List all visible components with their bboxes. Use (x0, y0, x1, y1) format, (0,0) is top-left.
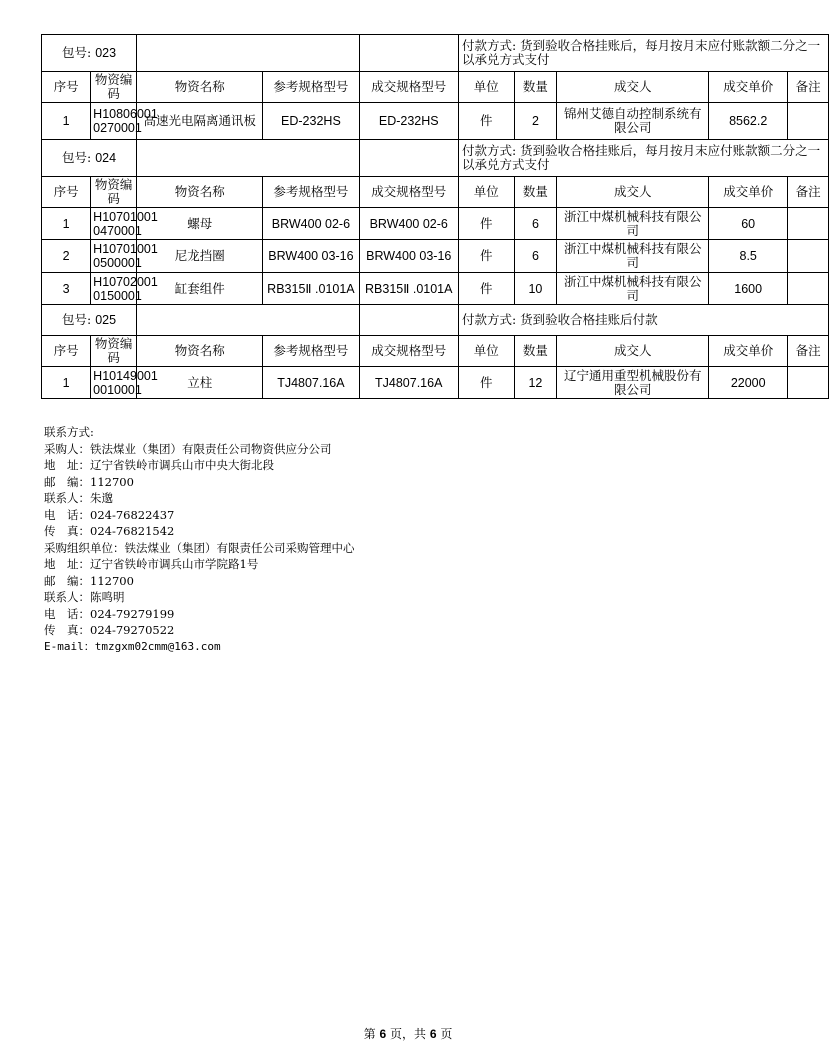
column-header: 物资名称 (137, 177, 263, 208)
cell-seq: 3 (42, 273, 91, 305)
cell-code: H10701001 0470001 (91, 208, 137, 240)
column-header: 数量 (514, 177, 557, 208)
cell-ref-model: BRW400 03-16 (263, 240, 359, 273)
contact-heading: 联系方式: (44, 425, 94, 439)
contact-line-email: E-mail：tmzgxm02cmm@163.com (44, 639, 221, 653)
column-header: 成交规格型号 (359, 72, 458, 103)
cell-unit: 件 (458, 273, 514, 305)
package-number-cell (42, 140, 137, 177)
cell-code: H10806001 0270001 (91, 103, 137, 140)
cell-unit: 件 (458, 103, 514, 140)
cell-name: 缸套组件 (137, 273, 263, 305)
award-table (41, 34, 829, 399)
contact-line-postcode-2: 邮 编：112700 (44, 573, 134, 588)
cell-code: H10702001 0150001 (91, 273, 137, 305)
footer-suffix: 页 (440, 1027, 453, 1041)
column-header: 成交规格型号 (359, 177, 458, 208)
column-header: 成交人 (557, 72, 709, 103)
package-number: 025 (95, 313, 117, 327)
empty-cell (359, 35, 458, 72)
cell-ref-model: BRW400 02-6 (263, 208, 359, 240)
cell-note (788, 273, 829, 305)
contact-line-address-2: 地 址：辽宁省铁岭市调兵山市学院路1号 (44, 557, 259, 571)
column-header: 物资名称 (137, 336, 263, 367)
contact-section (44, 424, 355, 655)
package-number-cell (42, 35, 137, 72)
cell-deal-model: BRW400 02-6 (359, 208, 458, 240)
cell-vendor: 浙江中煤机械科技有限公司 (557, 273, 709, 305)
cell-price: 60 (709, 208, 788, 240)
cell-seq: 2 (42, 240, 91, 273)
package-row (42, 35, 829, 72)
header-row (42, 336, 829, 367)
payment-terms: 付款方式: 货到验收合格挂账后，每月按月末应付账款额二分之一以承兑方式支付 (458, 35, 828, 72)
cell-qty: 10 (514, 273, 557, 305)
cell-price: 8.5 (709, 240, 788, 273)
contact-line-person: 联系人：朱邈 (44, 491, 113, 505)
contact-line-person-2: 联系人：陈鸣明 (44, 590, 125, 604)
cell-note (788, 240, 829, 273)
cell-note (788, 103, 829, 140)
contact-line-phone-2: 电 话：024-79279199 (44, 606, 175, 621)
header-row (42, 72, 829, 103)
cell-code: H10701001 0500001 (91, 240, 137, 273)
cell-qty: 6 (514, 208, 557, 240)
cell-vendor: 浙江中煤机械科技有限公司 (557, 208, 709, 240)
cell-unit: 件 (458, 367, 514, 399)
table-row (42, 240, 829, 273)
column-header: 物资编码 (91, 336, 137, 367)
package-label: 包号: (62, 150, 92, 165)
column-header: 参考规格型号 (263, 336, 359, 367)
cell-deal-model: BRW400 03-16 (359, 240, 458, 273)
cell-ref-model: ED-232HS (263, 103, 359, 140)
cell-deal-model: RB315Ⅱ .0101A (359, 273, 458, 305)
column-header: 成交人 (557, 177, 709, 208)
column-header: 参考规格型号 (263, 72, 359, 103)
package-number: 023 (95, 46, 117, 60)
column-header: 备注 (788, 177, 829, 208)
table-row (42, 208, 829, 240)
payment-terms: 付款方式: 货到验收合格挂账后，每月按月末应付账款额二分之一以承兑方式支付 (458, 140, 828, 177)
column-header: 物资编码 (91, 177, 137, 208)
cell-qty: 6 (514, 240, 557, 273)
table-row (42, 273, 829, 305)
cell-ref-model: RB315Ⅱ .0101A (263, 273, 359, 305)
empty-cell (137, 35, 359, 72)
cell-name: 尼龙挡圈 (137, 240, 263, 273)
column-header: 数量 (514, 336, 557, 367)
cell-seq: 1 (42, 103, 91, 140)
cell-price: 22000 (709, 367, 788, 399)
cell-deal-model: ED-232HS (359, 103, 458, 140)
cell-qty: 12 (514, 367, 557, 399)
cell-name: 立柱 (137, 367, 263, 399)
cell-note (788, 208, 829, 240)
contact-line-purchaser: 采购人：铁法煤业（集团）有限责任公司物资供应分公司 (44, 441, 332, 456)
column-header: 单位 (458, 72, 514, 103)
cell-code: H10149001 0010001 (91, 367, 137, 399)
empty-cell (137, 140, 359, 177)
cell-qty: 2 (514, 103, 557, 140)
package-row (42, 305, 829, 336)
column-header: 序号 (42, 72, 91, 103)
contact-line-phone: 电 话：024-76822437 (44, 507, 175, 522)
empty-cell (359, 140, 458, 177)
table-row (42, 367, 829, 399)
contact-line-address: 地 址：辽宁省铁岭市调兵山市中央大街北段 (44, 458, 274, 472)
cell-unit: 件 (458, 240, 514, 273)
column-header: 成交单价 (709, 177, 788, 208)
column-header: 序号 (42, 336, 91, 367)
cell-vendor: 锦州艾德自动控制系统有限公司 (557, 103, 709, 140)
cell-unit: 件 (458, 208, 514, 240)
contact-line-fax: 传 真：024-76821542 (44, 524, 175, 538)
package-number: 024 (95, 151, 117, 165)
footer-prefix: 第 (363, 1027, 376, 1041)
package-label: 包号: (62, 312, 92, 327)
column-header: 物资名称 (137, 72, 263, 103)
footer-total-pages: 6 (429, 1027, 437, 1041)
empty-cell (137, 305, 359, 336)
cell-price: 8562.2 (709, 103, 788, 140)
column-header: 物资编码 (91, 72, 137, 103)
footer-page-number: 6 (379, 1027, 387, 1041)
column-header: 参考规格型号 (263, 177, 359, 208)
header-row (42, 177, 829, 208)
page-footer (0, 1025, 816, 1042)
payment-terms: 付款方式: 货到验收合格挂账后付款 (458, 305, 828, 336)
cell-note (788, 367, 829, 399)
column-header: 备注 (788, 72, 829, 103)
package-label: 包号: (62, 45, 92, 60)
package-row (42, 140, 829, 177)
column-header: 成交规格型号 (359, 336, 458, 367)
empty-cell (359, 305, 458, 336)
column-header: 成交人 (557, 336, 709, 367)
cell-vendor: 浙江中煤机械科技有限公司 (557, 240, 709, 273)
contact-line-organizer: 采购组织单位：铁法煤业（集团）有限责任公司采购管理中心 (44, 540, 355, 555)
contact-line-postcode: 邮 编：112700 (44, 474, 134, 489)
package-number-cell (42, 305, 137, 336)
cell-deal-model: TJ4807.16A (359, 367, 458, 399)
column-header: 成交单价 (709, 72, 788, 103)
cell-ref-model: TJ4807.16A (263, 367, 359, 399)
cell-seq: 1 (42, 208, 91, 240)
column-header: 序号 (42, 177, 91, 208)
column-header: 单位 (458, 336, 514, 367)
cell-name: 高速光电隔离通讯板 (137, 103, 263, 140)
table-row (42, 103, 829, 140)
footer-middle: 页，共 (389, 1027, 426, 1041)
cell-seq: 1 (42, 367, 91, 399)
cell-price: 1600 (709, 273, 788, 305)
column-header: 备注 (788, 336, 829, 367)
contact-line-fax-2: 传 真：024-79270522 (44, 623, 175, 637)
column-header: 数量 (514, 72, 557, 103)
column-header: 成交单价 (709, 336, 788, 367)
cell-vendor: 辽宁通用重型机械股份有限公司 (557, 367, 709, 399)
cell-name: 螺母 (137, 208, 263, 240)
column-header: 单位 (458, 177, 514, 208)
